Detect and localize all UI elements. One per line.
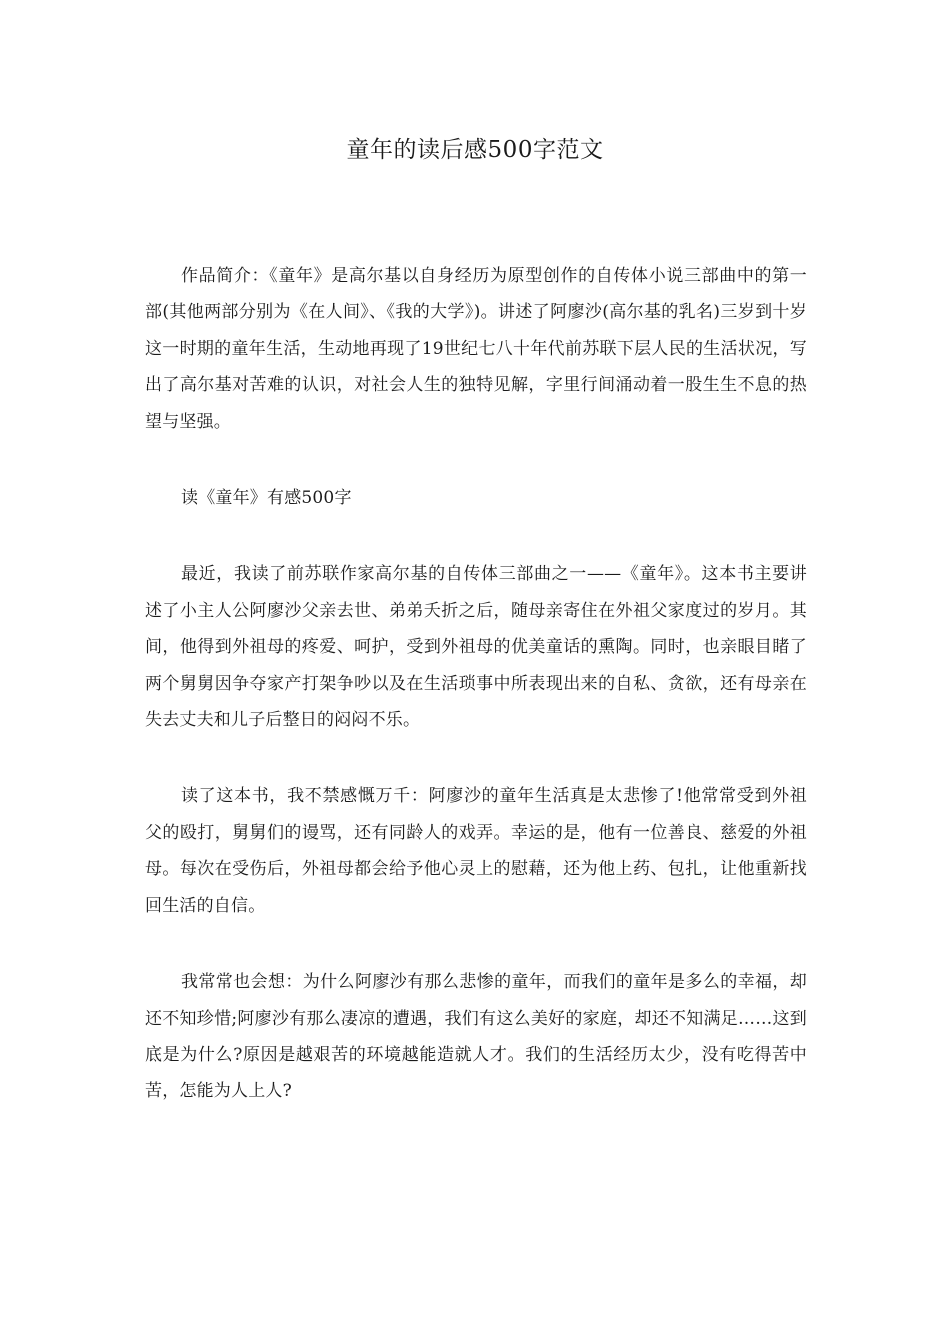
document-body xyxy=(145,258,807,1150)
document-title: 童年的读后感500字范文 xyxy=(346,137,604,163)
section-subheading: 读《童年》有感500字 xyxy=(181,488,352,509)
body-paragraph: 读了这本书，我不禁感慨万千：阿廖沙的童年生活真是太悲惨了!他常常受到外祖父的殴打，舅舅们的谩骂，还有同龄人的戏弄。幸运的是，他有一位善良、慈爱的外祖母。每次在受伤后，外祖母都会给予他心灵上的慰藉，还为他上药、包扎，让他重新找回生活的自信。 xyxy=(145,786,807,916)
body-paragraph: 我常常也会想：为什么阿廖沙有那么悲惨的童年，而我们的童年是多么的幸福，却还不知珍惜;阿廖沙有那么凄凉的遭遇，我们有这么美好的家庭，却还不知满足……这到底是为什么?原因是越艰苦的环境越能造就人才。我们的生活经历太少，没有吃得苦中苦，怎能为人上人? xyxy=(145,972,807,1102)
body-paragraph: 最近，我读了前苏联作家高尔基的自传体三部曲之一——《童年》。这本书主要讲述了小主人公阿廖沙父亲去世、弟弟夭折之后，随母亲寄住在外祖父家度过的岁月。其间，他得到外祖母的疼爱、呵护，受到外祖母的优美童话的熏陶。同时，也亲眼目睹了两个舅舅因争夺家产打架争吵以及在生活琐事中所表现出来的自私、贪欲，还有母亲在失去丈夫和儿子后整日的闷闷不乐。 xyxy=(145,564,807,731)
intro-paragraph: 作品简介：《童年》是高尔基以自身经历为原型创作的自传体小说三部曲中的第一部(其他两部分别为《在人间》、《我的大学》)。讲述了阿廖沙(高尔基的乳名)三岁到十岁这一时期的童年生活，生动地再现了19世纪七八十年代前苏联下层人民的生活状况，写出了高尔基对苦难的认识，对社会人生的独特见解，字里行间涌动着一股生生不息的热望与坚强。 xyxy=(145,266,807,432)
